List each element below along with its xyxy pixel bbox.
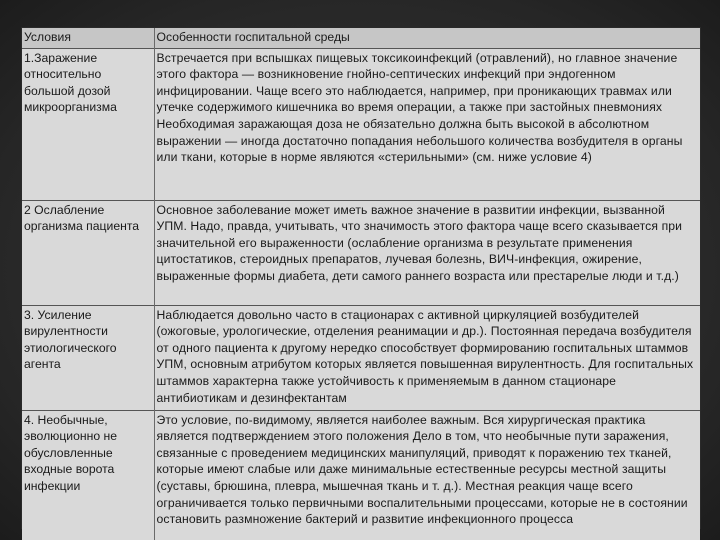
table-row (22, 48, 700, 200)
header-hospital-features: Особенности госпитальной среды (156, 30, 350, 44)
condition-cell: 1.Заражение относительно большой дозой микроорганизма (22, 48, 154, 200)
table-row (22, 305, 700, 410)
description-cell: Это условие, по-видимому, является наиболее важным. Вся хирургическая практика является подтверждением этого положения Дело в том, что необычные пути заражения, связанные с проведением медицинских манипуляций, приводят к поражению тех тканей, которые имеют слабые или даже минимальные естественные ресурсы местной защиты (суставы, брюшина, плевра, мышечная ткань и т. д.). Местная реакция чаще всего ограничивается только первичными воспалительными процессами, которые не в состоянии остановить размножение бактерий и развитие инфекционного процесса (156, 412, 688, 527)
table-row (22, 200, 700, 305)
condition-cell: 3. Усиление вирулентности этиологического агента (22, 305, 154, 410)
hospital-conditions-table (22, 28, 700, 528)
header-conditions: Условия (22, 28, 154, 48)
description-cell: Наблюдается довольно часто в стационарах с активной циркуляцией возбудителей (ожоговые, урологические, отделения реанимации и др.). Постоянная передача возбудителя от одного пациента к другому нередко способствует формированию госпитальных штаммов УПМ, основным атрибутом которых является повышенная вирулентность. Для госпитальных штаммов характерна также устойчивость к применяемым в данном стационаре антибиотикам и дезинфектантам (156, 307, 694, 405)
description-cell: Основное заболевание может иметь важное значение в развитии инфекции, вызванной УПМ. Надо, правда, учитывать, что значимость этого фактора чаще всего сказывается при значительной его выраженности (ослабление организма в результате применения цитостатиков, стероидных препаратов, лучевая болезнь, ВИЧ-инфекция, ожирение, выраженные формы диабета, дети самого раннего возраста или престарелые люди и т.д.) (156, 202, 683, 283)
description-cell: Встречается при вспышках пищевых токсикоинфекций (отравлений), но главное значение этого фактора — возникновение гнойно-септических инфекций при эндогенном инфицировании. Чаще всего это наблюдается, например, при проникающих травмах или утечке содержимого кишечника во время операции, а также при застойных пневмониях Необходимая заражающая доза не обязательно должна быть высокой в абсолютном выражении — иногда достаточно попадания небольшого количества возбудителя в органы или ткани, которые в норме являются «стерильными» (см. ниже условие 4) (156, 50, 683, 165)
table-row (22, 410, 700, 540)
table-header-row (22, 28, 700, 48)
condition-cell: 4. Необычные, эволюционно не обусловленные входные ворота инфекции (22, 410, 154, 540)
condition-cell: 2 Ослабление организма пациента (22, 200, 154, 305)
conditions-table (22, 28, 700, 540)
